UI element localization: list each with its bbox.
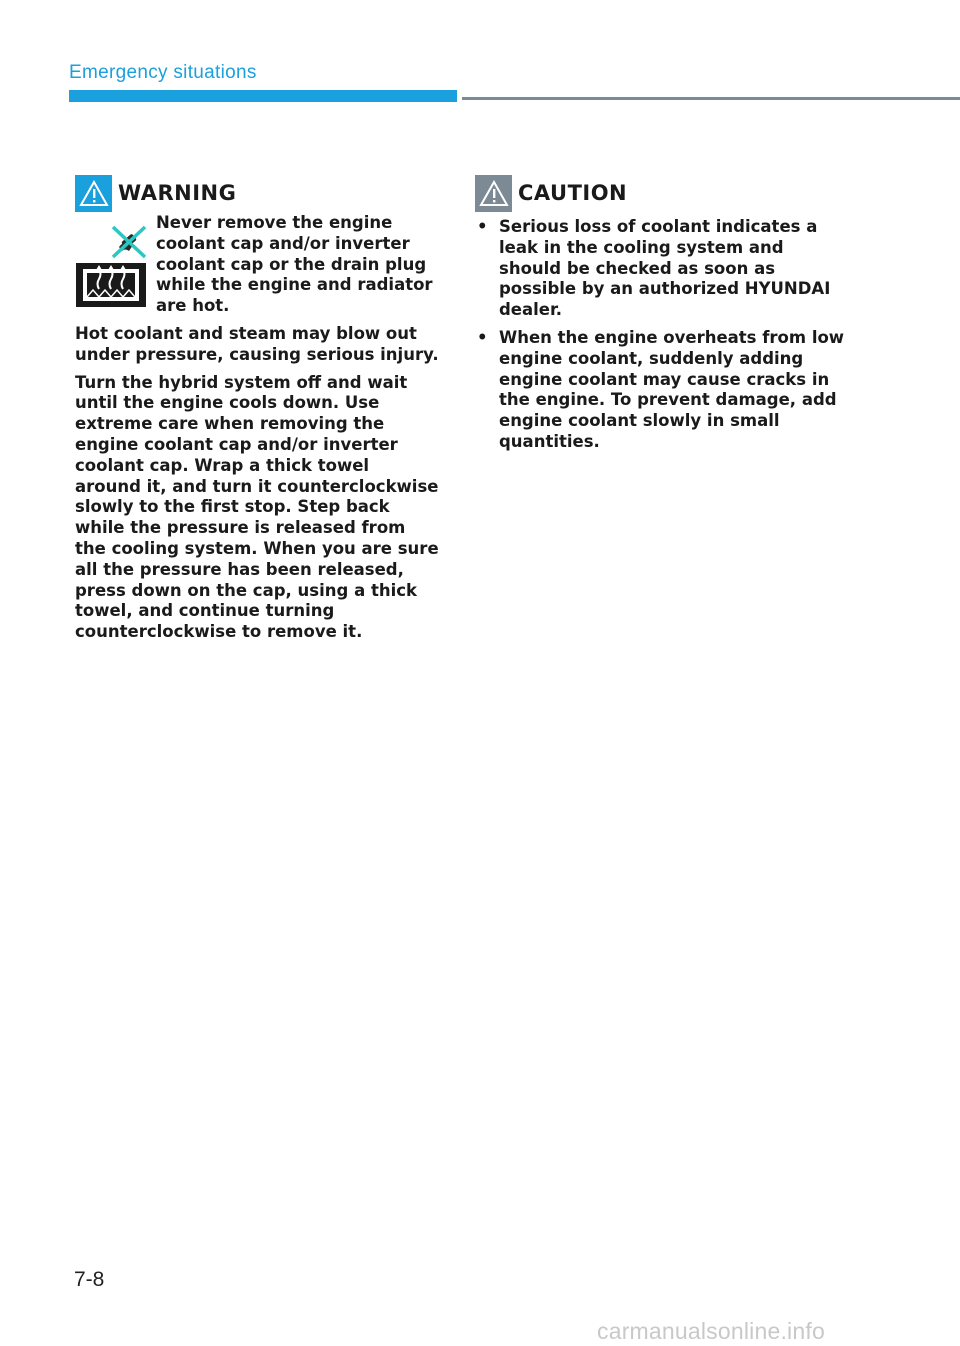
watermark: carmanualsonline.info bbox=[597, 1318, 825, 1344]
warning-paragraph: Hot coolant and steam may blow out under pressure, causing serious injury. bbox=[75, 323, 439, 364]
caution-heading-row bbox=[475, 175, 845, 211]
warning-paragraph: Turn the hybrid system off and wait until the engine cools down. Use extreme care when removing the engine coolant cap and/or inverter coolant cap. Wrap a thick towel around it, and turn it counterclockwise slowly to the first stop. Step back while the pressure is released from the cooling system. When you are sure all the pressure has been released, press down on the cap, using a thick towel, and continue turning counterclockwise to remove it. bbox=[75, 372, 439, 642]
caution-bullet-text: Serious loss of coolant indicates a leak in the cooling system and should be checked as soon as possible by an authorized HYUNDAI dealer. bbox=[499, 217, 831, 320]
warning-lead-row bbox=[75, 213, 440, 324]
caution-heading: CAUTION bbox=[518, 181, 628, 205]
caution-triangle-icon bbox=[475, 175, 512, 212]
header-rule-accent bbox=[69, 90, 457, 102]
radiator-hot-icon bbox=[75, 217, 147, 309]
page-number: 7-8 bbox=[74, 1268, 105, 1291]
caution-bullet-text: When the engine overheats from low engine coolant, suddenly adding engine coolant may cause cracks in the engine. To prevent damage, add engine coolant slowly in small quantities. bbox=[499, 327, 845, 451]
warning-triangle-icon bbox=[75, 175, 112, 212]
warning-box bbox=[75, 175, 440, 650]
header-rule-gray bbox=[462, 97, 960, 100]
caution-box bbox=[475, 175, 845, 460]
list-item bbox=[475, 217, 845, 321]
bullet-icon: • bbox=[477, 217, 488, 236]
list-item bbox=[475, 328, 845, 453]
caution-list bbox=[475, 217, 845, 453]
bullet-icon: • bbox=[477, 327, 488, 347]
warning-lead-text: Never remove the engine coolant cap and/or inverter coolant cap or the drain plug while the engine and radiator are hot. bbox=[156, 213, 433, 316]
warning-heading: WARNING bbox=[118, 181, 237, 205]
warning-heading-row bbox=[75, 175, 440, 211]
section-title: Emergency situations bbox=[69, 62, 257, 83]
